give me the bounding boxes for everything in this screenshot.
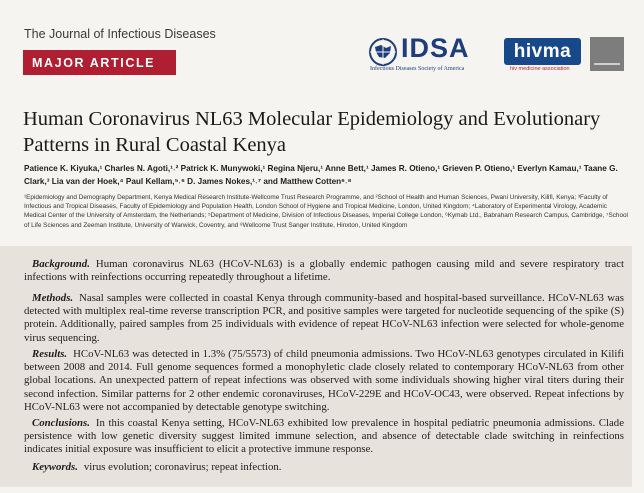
keywords-heading: Keywords. xyxy=(32,461,78,473)
hivma-logo xyxy=(504,38,581,74)
author-list: Patience K. Kiyuka,¹ Charles N. Agoti,¹˒² Patrick K. Munywoki,¹ Regina Njeru,¹ Anne Bett,¹ James R. Otieno,¹ Grieven P. Otieno,¹ Everlyn Kamau,¹ Taane G. Clark,³ Lia van der Hoek,⁴ Paul Kellam,⁵˒⁶ D. James Nokes,¹˒⁷ and Matthew Cotten⁶˒⁸ xyxy=(24,164,618,186)
abstract-methods xyxy=(24,292,624,345)
idsa-tagline: Infectious Diseases Society of America xyxy=(370,66,465,72)
keywords-text: virus evolution; coronavirus; repeat infection. xyxy=(83,461,282,473)
results-text: HCoV-NL63 was detected in 1.3% (75/5573) of child pneumonia admissions. Two HCoV-NL63 genotypes circulated in Kilifi between 2008 and 2014. Full genome sequences formed a monophyletic clade closely related to contemporary HCoV-NL63 from other global locations. An unexpected pattern of repeat infections was observed with some individuals showing higher viral titers during their second infection. Similar patterns for 2 other endemic coronaviruses, HCoV-229E and HCoV-OC43, were observed. Repeat infections by HCoV-NL63 were not accompanied by detectable genotype switching. xyxy=(24,348,624,413)
methods-heading: Methods. xyxy=(32,292,74,304)
idsa-logo xyxy=(368,35,498,77)
results-heading: Results. xyxy=(32,348,68,360)
article-title: Human Coronavirus NL63 Molecular Epidemiology and Evolutionary Patterns in Rural Coastal Kenya xyxy=(23,108,601,156)
conclusions-heading: Conclusions. xyxy=(32,417,90,429)
abstract-conclusions xyxy=(24,417,624,457)
abstract-background xyxy=(24,258,624,284)
idsa-map-icon xyxy=(368,37,398,67)
background-heading: Background. xyxy=(32,258,90,270)
conclusions-text: In this coastal Kenya setting, HCoV-NL63 exhibited low prevalence in hospital pediatric pneumonia admissions. Clade persistence with low genetic diversity suggest limited immune selection, and absence of detectable clade switching in reinfections indicates initial exposure was insufficient to elicit a protective immune response. xyxy=(24,417,624,456)
methods-text: Nasal samples were collected in coastal Kenya through community-based and hospital-based surveillance. HCoV-NL63 was detected with multiplex real-time reverse transcription PCR, and positive samples were targeted for nucleotide sequencing of the spike (S) protein. Additionally, paired samples from 25 individuals with evidence of repeat HCoV-NL63 infection were selected for whole-genome virus sequencing. xyxy=(24,292,624,344)
abstract-results xyxy=(24,348,624,414)
abstract-box xyxy=(0,246,632,487)
oxford-logo xyxy=(590,37,624,71)
background-text: Human coronavirus NL63 (HCoV-NL63) is a globally endemic pathogen causing mild and severe respiratory tract infections with reinfections occurring repeatedly throughout a lifetime. xyxy=(24,258,624,284)
abstract-keywords xyxy=(24,461,624,474)
hivma-wordmark: hivma xyxy=(504,38,581,65)
journal-name: The Journal of Infectious Diseases xyxy=(24,27,216,41)
affiliations: ¹Epidemiology and Demography Department, Kenya Medical Research Institute-Wellcome Trust Research Programme, and ²School of Health and Human Sciences, Pwani University, Kilifi, Kenya; ³Faculty of Infectious and Tropical Diseases, Faculty of Epidemiology and Population Health, London School of Hygiene and Tropical Medicine, London, United Kingdom; ⁴Laboratory of Experimental Virology, Academic Medical Center of the University of Amsterdam, the Netherlands; ⁵Department of Medicine, Division of Infectious Diseases, Imperial College London, ⁶Kymab Ltd., Babraham Research Campus, Cambridge, ⁷School of Life Sciences and Zeeman Institute, University of Warwick, Coventry, and ⁸Wellcome Trust Sanger Institute, Hinxton, United Kingdom xyxy=(24,194,628,229)
article-type-banner: MAJOR ARTICLE xyxy=(23,50,176,75)
idsa-wordmark: IDSA xyxy=(401,33,470,63)
hivma-tagline: hiv medicine association xyxy=(510,66,570,72)
